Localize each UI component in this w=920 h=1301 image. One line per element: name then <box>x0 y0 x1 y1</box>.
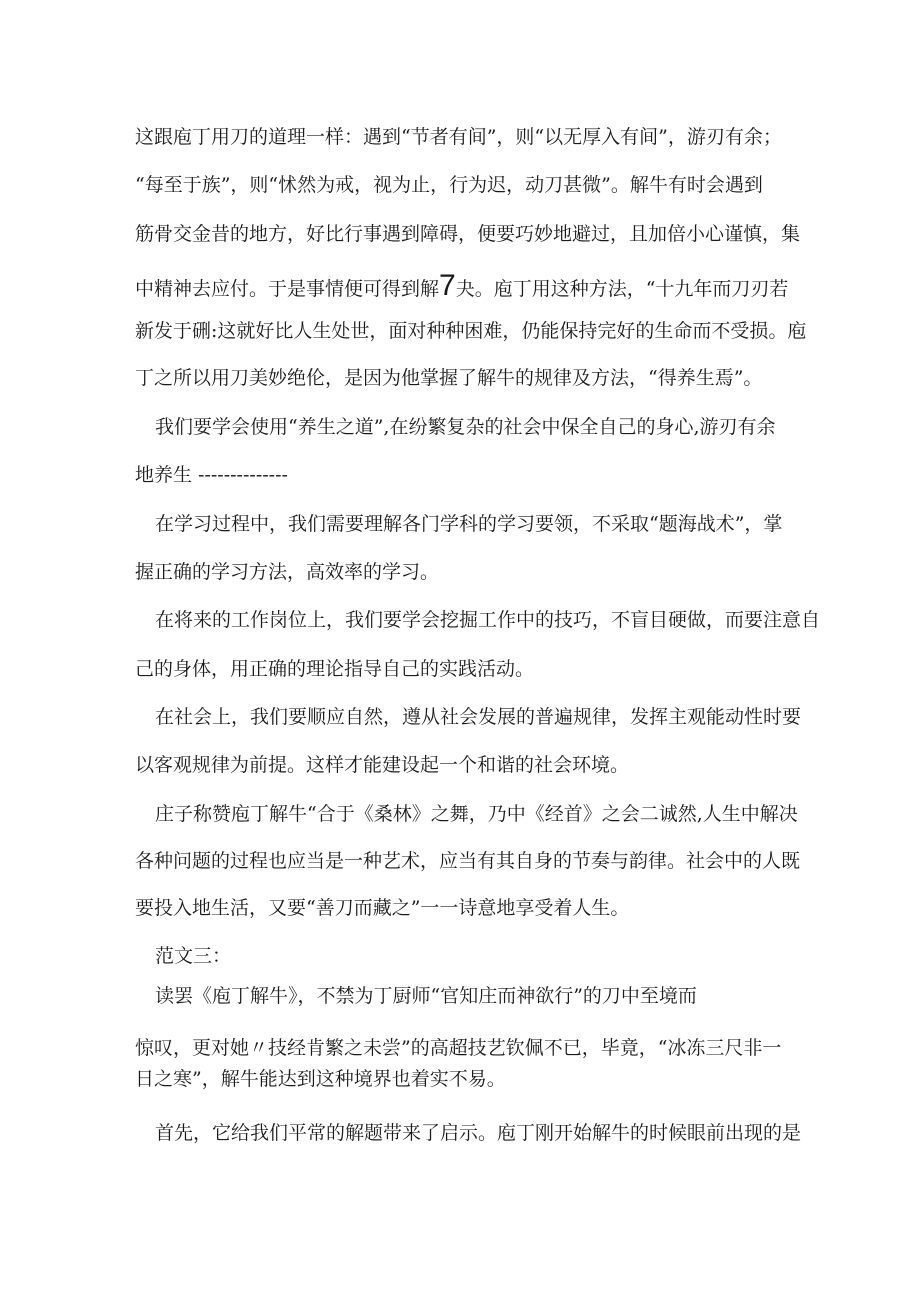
text-line: 以客观规律为前提。这样才能建设起一个和谐的社会环境。 <box>135 754 630 776</box>
text-line: 筋骨交金昔的地方，好比行事遇到障碍，便要巧妙地避过，且加倍小心谨慎，集 <box>135 223 801 245</box>
text-line: 首先，它给我们平常的解题带来了启示。庖丁刚开始解牛的时候眼前出现的是 <box>155 1122 802 1144</box>
text-line: 要投入地生活，又要“善刀而藏之”一一诗意地享受着人生。 <box>135 897 630 919</box>
text-line: 读罢《庖丁解牛》，不禁为丁厨师“官知庄而神欲行”的刀中至境而 <box>155 985 697 1007</box>
text-line: 在将来的工作岗位上，我们要学会挖掘工作中的技巧，不盲目硬做，而要注意自 <box>155 609 821 631</box>
section-heading: 范文三： <box>155 945 232 967</box>
text-line: 握正确的学习方法，高效率的学习。 <box>135 561 440 583</box>
text-line: “每至于族”，则“怵然为戒，视为止，行为迟，动刀甚微”。解牛有时会遇到 <box>135 174 763 196</box>
text-line: 在社会上，我们要顺应自然，遵从社会发展的普遍规律，发挥主观能动性时要 <box>155 706 802 728</box>
text-line: 日之寒”，解牛能达到这种境界也着实不易。 <box>135 1068 506 1090</box>
text-line: 这跟庖丁用刀的道理一样：遇到“节者有间”，则“以无厚入有间”，游刃有余； <box>135 126 782 148</box>
text-line: 己的身体，用正确的理论指导自己的实践活动。 <box>135 658 535 680</box>
text-line: 新发于硎:这就好比人生处世，面对种种困难，仍能保持完好的生命而不受损。庖 <box>135 320 807 342</box>
text-line: 地养生 -------------- <box>135 464 288 486</box>
text-segment: 中精神去应付。于是事情便可得到解 <box>135 278 440 300</box>
text-line: 在学习过程中，我们需要理解各门学科的学习要领，不采取“题海战术”，掌 <box>155 513 783 535</box>
text-line: 惊叹，更对她〃技经肯繁之未尝”的高超技艺钦佩不已，毕竟，“冰冻三尺非一 <box>135 1037 782 1059</box>
text-line: 我们要学会使用“养生之道”,在纷繁复杂的社会中保全自己的身心,游刃有余 <box>155 416 776 438</box>
text-line: 各种问题的过程也应当是一种艺术，应当有其自身的节奏与韵律。社会中的人既 <box>135 850 801 872</box>
text-line <box>135 269 789 302</box>
large-digit: 7 <box>439 269 456 302</box>
text-segment: 夬。庖丁用这种方法，“十九年而刀刃若 <box>455 278 789 300</box>
text-line: 丁之所以用刀美妙绝伦，是因为他掌握了解牛的规律及方法，“得养生焉”。 <box>135 367 763 389</box>
text-line: 庄子称赞庖丁解牛“合于《桑林》之舞，乃中《经首》之会二诚然,人生中解决 <box>155 803 798 825</box>
